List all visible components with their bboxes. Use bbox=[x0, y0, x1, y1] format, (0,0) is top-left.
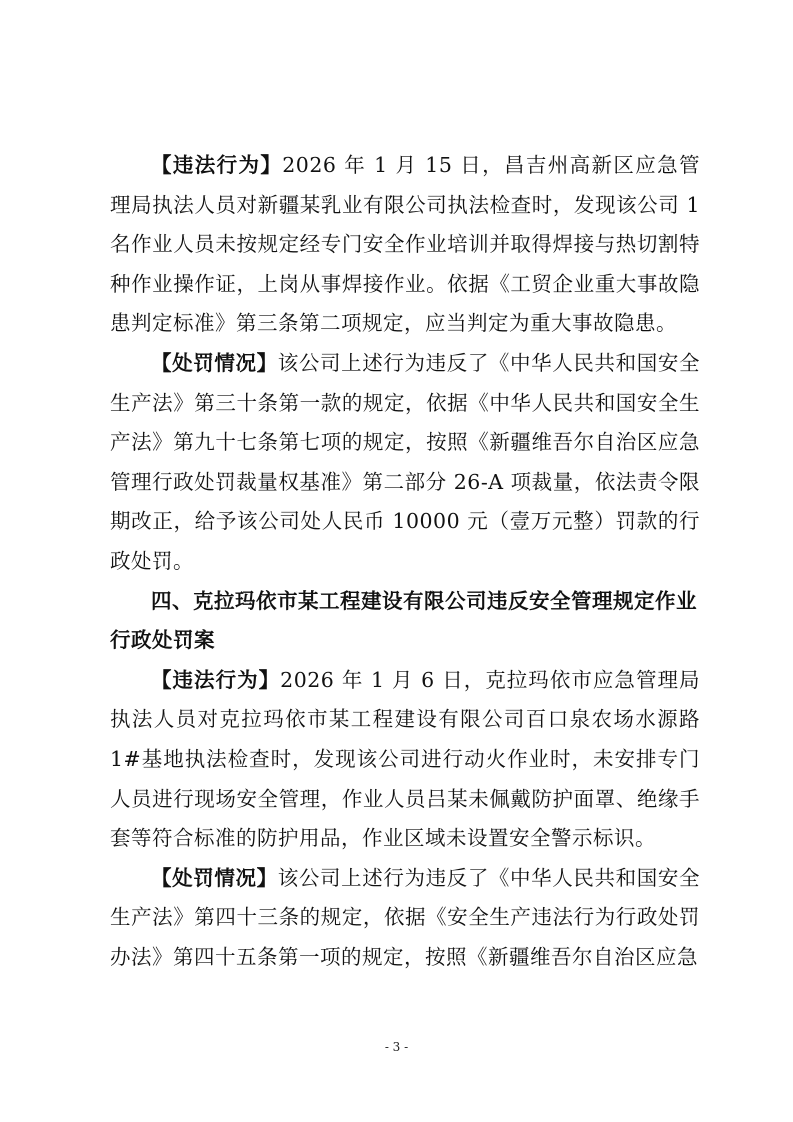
penalty-paragraph bbox=[110, 859, 700, 978]
section-heading: 四、克拉玛依市某工程建设有限公司违反安全管理规定作业行政处罚案 bbox=[110, 588, 697, 653]
violation-label: 【违法行为】 bbox=[151, 153, 283, 177]
penalty-text: 该公司上述行为违反了《中华人民共和国安全生产法》第四十三条的规定，依据《安全生产违法行为行政处罚办法》第四十五条第一项的规定，按照《新疆维吾尔自治区应急 bbox=[110, 865, 701, 969]
violation-paragraph bbox=[110, 661, 700, 859]
penalty-label: 【处罚情况】 bbox=[151, 865, 278, 890]
page-number: - 3 - bbox=[384, 1040, 409, 1054]
document-body bbox=[110, 146, 700, 977]
violation-paragraph bbox=[110, 146, 700, 344]
violation-text: 2026 年 1 月 15 日，昌吉州高新区应急管理局执法人员对新疆某乳业有限公司执法检查时，发现该公司 1 名作业人员未按规定经专门安全作业培训并取得焊接与热切割特种作业操作证，上岗从事焊接作业。依据《工贸企业重大事故隐患判定标准》第三条第二项规定，应当判定为重大事故隐患。 bbox=[110, 153, 700, 336]
violation-text: 2026 年 1 月 6 日，克拉玛依市应急管理局执法人员对克拉玛依市某工程建设有限公司百口泉农场水源路 1#基地执法检查时，发现该公司进行动火作业时，未安排专门人员进行现场安全管理，作业人员吕某未佩戴防护面罩、绝缘手套等符合标准的防护用品，作业区域未设置安全警示标识。 bbox=[110, 667, 701, 851]
penalty-paragraph bbox=[110, 344, 700, 582]
penalty-label: 【处罚情况】 bbox=[151, 350, 278, 375]
violation-label: 【违法行为】 bbox=[151, 667, 281, 692]
penalty-text: 该公司上述行为违反了《中华人民共和国安全生产法》第三十条第一款的规定，依据《中华人民共和国安全生产法》第九十七条第七项的规定，按照《新疆维吾尔自治区应急管理行政处罚裁量权基准》第二部分 26-A 项裁量，依法责令限期改正，给予该公司处人民币 10000 元（壹万元整）罚款的行政处罚。 bbox=[110, 350, 701, 573]
